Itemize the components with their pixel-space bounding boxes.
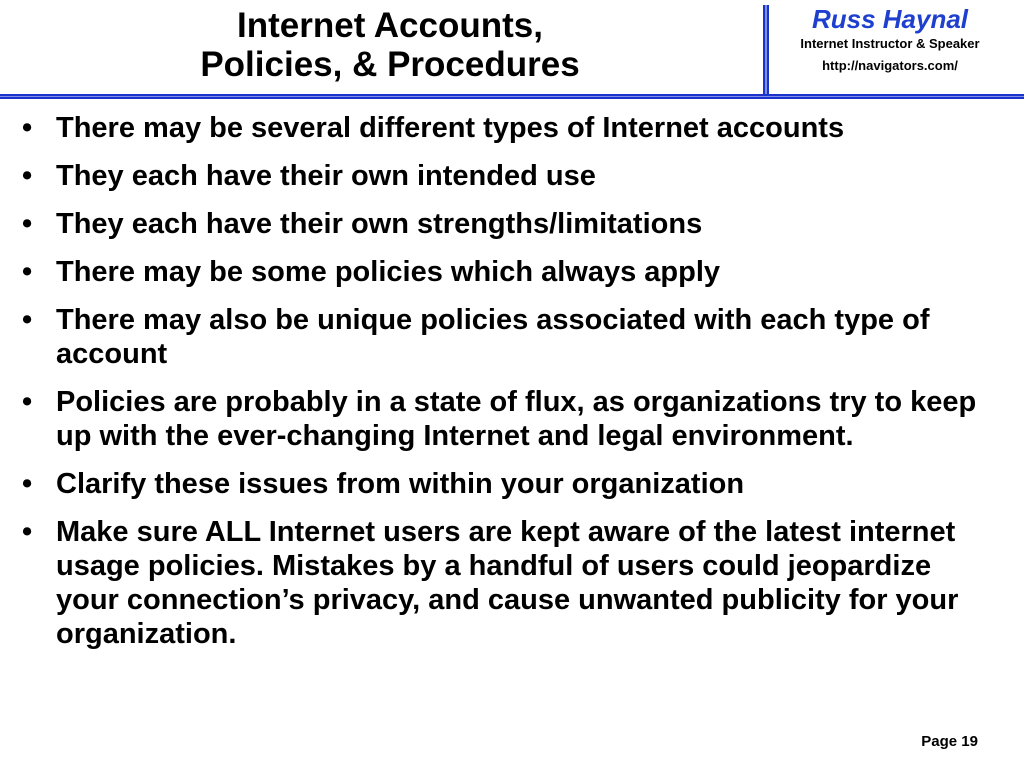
- slide-title: [60, 6, 720, 84]
- bullet-text: There may be several different types of Internet accounts: [56, 112, 845, 144]
- bullet-item: [22, 255, 997, 289]
- bullet-marker: •: [22, 256, 33, 288]
- title-line-1: Internet Accounts,: [237, 6, 543, 45]
- bullet-item: [22, 467, 997, 501]
- bullet-text: They each have their own intended use: [56, 160, 596, 192]
- bullet-marker: •: [22, 112, 33, 144]
- bullet-marker: •: [22, 386, 33, 418]
- bullet-item: [22, 385, 997, 453]
- bullet-text: Make sure ALL Internet users are kept aware of the latest internet usage policies. Mistakes by a handful of users could jeopardize your connection’s privacy, and cause unwanted publicity for your organization.: [56, 516, 959, 650]
- bullet-text: There may be some policies which always apply: [56, 256, 721, 288]
- header-divider-vertical: [763, 5, 769, 94]
- bullet-item: [22, 303, 997, 371]
- brand-tagline: Internet Instructor & Speaker: [800, 36, 980, 51]
- bullet-marker: •: [22, 304, 33, 336]
- brand-url: http://navigators.com/: [822, 58, 958, 73]
- bullet-text: There may also be unique policies associated with each type of account: [56, 304, 930, 370]
- title-line-2: Policies, & Procedures: [200, 45, 580, 84]
- header-rule: [0, 94, 1024, 99]
- bullet-item: [22, 159, 997, 193]
- page-number: Page 19: [921, 733, 978, 750]
- bullet-text: Policies are probably in a state of flux, as organizations try to keep up with the ever-changing Internet and legal environment.: [56, 386, 977, 452]
- bullet-list: [22, 111, 997, 665]
- bullet-text: They each have their own strengths/limitations: [56, 208, 703, 240]
- bullet-marker: •: [22, 516, 33, 548]
- bullet-item: [22, 515, 997, 651]
- bullet-marker: •: [22, 160, 33, 192]
- bullet-text: Clarify these issues from within your organization: [56, 468, 745, 500]
- brand-name: Russ Haynal: [811, 4, 969, 34]
- bullet-marker: •: [22, 468, 33, 500]
- bullet-item: [22, 111, 997, 145]
- bullet-item: [22, 207, 997, 241]
- brand-block: [780, 4, 1000, 74]
- bullet-marker: •: [22, 208, 33, 240]
